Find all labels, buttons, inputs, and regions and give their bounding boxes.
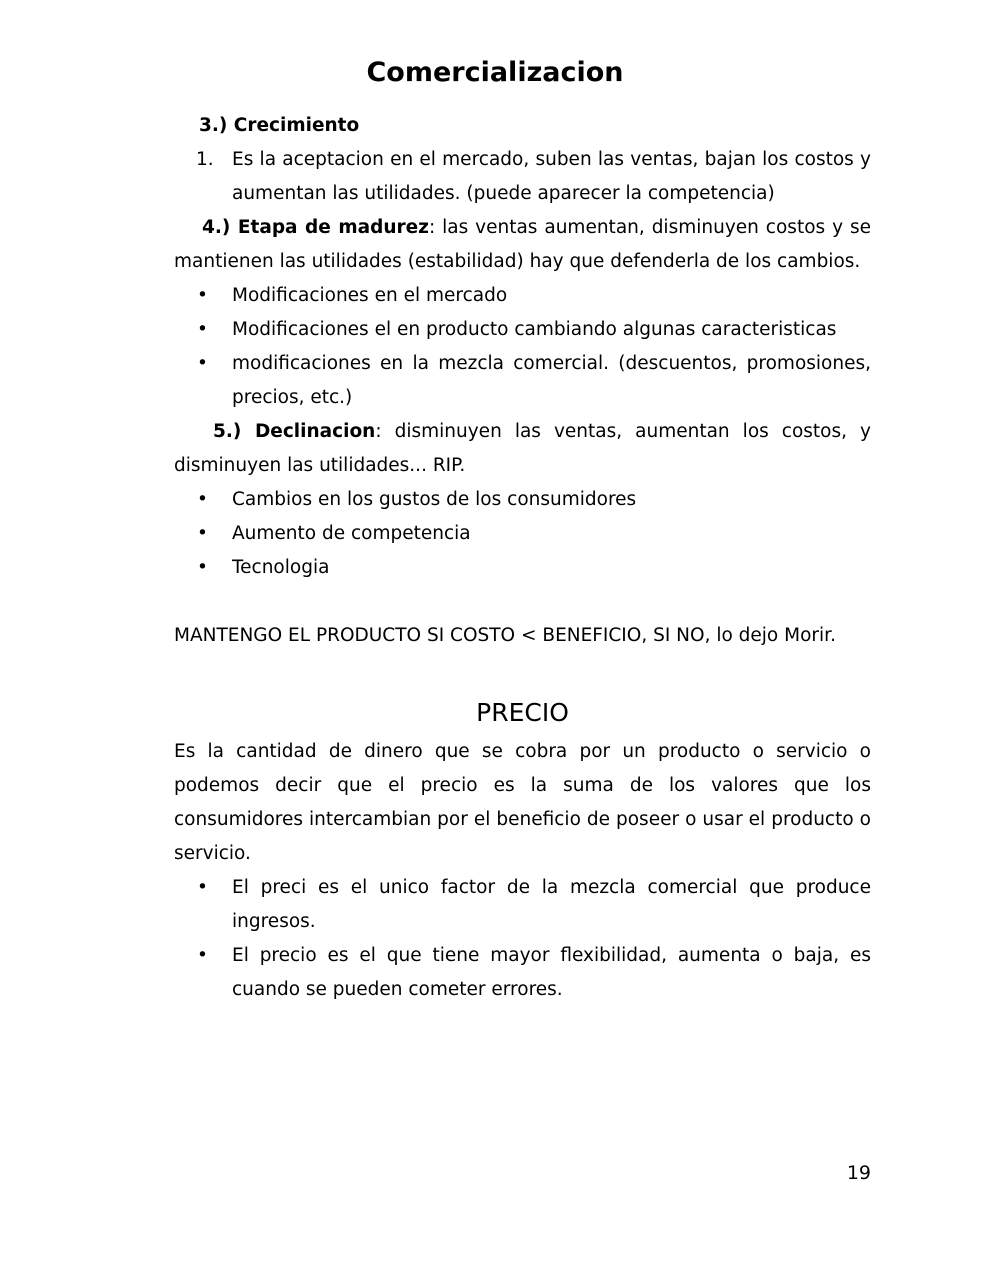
bullet-icon: • — [197, 877, 208, 898]
section-4-bullets — [174, 279, 871, 415]
list-item — [174, 483, 871, 517]
spacer — [174, 585, 871, 619]
section-5-heading: 5.) Declinacion — [213, 421, 376, 442]
list-item-text: Modificaciones el en producto cambiando algunas caracteristicas — [232, 319, 837, 340]
section-4-paragraph — [174, 211, 871, 279]
section-3-list — [174, 143, 871, 211]
document-body — [174, 109, 871, 1007]
bullet-icon: • — [197, 945, 208, 966]
page-title: Comercializacion — [366, 57, 624, 88]
precio-paragraph: Es la cantidad de dinero que se cobra por un producto o servicio o podemos decir que el precio es la suma de los valores que los consumidores intercambian por el beneficio de poseer o usar el producto o servicio. — [174, 741, 871, 864]
section-4-heading: 4.) Etapa de madurez — [202, 217, 429, 238]
list-item-text: Tecnologia — [232, 557, 330, 578]
section-5-paragraph — [174, 415, 871, 483]
section-5-text: : disminuyen las ventas, aumentan los costos, y disminuyen las utilidades... RIP. — [174, 421, 871, 476]
list-item — [174, 517, 871, 551]
list-item — [174, 313, 871, 347]
list-item-text: Cambios en los gustos de los consumidores — [232, 489, 637, 510]
bullet-icon: • — [197, 319, 208, 340]
bullet-icon: • — [197, 557, 208, 578]
section-3-heading: 3.) Crecimiento — [199, 115, 360, 136]
list-item-text: modificaciones en la mezcla comercial. (descuentos, promosiones, precios, etc.) — [232, 353, 871, 408]
bullet-icon: • — [197, 489, 208, 510]
list-item-text: El preci es el unico factor de la mezcla comercial que produce ingresos. — [232, 877, 871, 932]
list-item-text: El precio es el que tiene mayor flexibilidad, aumenta o baja, es cuando se pueden cometer errores. — [232, 945, 871, 1000]
list-item-text: Modificaciones en el mercado — [232, 285, 508, 306]
list-item — [174, 871, 871, 939]
list-item-text: Es la aceptacion en el mercado, suben las ventas, bajan los costos y aumentan las utilidades. (puede aparecer la competencia) — [232, 149, 871, 204]
precio-heading: PRECIO — [476, 698, 569, 727]
precio-bullets — [174, 871, 871, 1007]
list-item — [174, 279, 871, 313]
list-item — [174, 143, 871, 211]
list-item — [174, 347, 871, 415]
bullet-icon: • — [197, 353, 208, 374]
list-item-text: Aumento de competencia — [232, 523, 471, 544]
list-item — [174, 939, 871, 1007]
section-5-bullets — [174, 483, 871, 585]
page-number: 19 — [846, 1162, 871, 1184]
list-item — [174, 551, 871, 585]
list-number: 1. — [196, 149, 214, 170]
bullet-icon: • — [197, 523, 208, 544]
bullet-icon: • — [197, 285, 208, 306]
summary-note: MANTENGO EL PRODUCTO SI COSTO < BENEFICIO, SI NO, lo dejo Morir. — [174, 625, 836, 646]
section-4-text: : las ventas aumentan, disminuyen costos y se mantienen las utilidades (estabilidad) hay que defenderla de los cambios. — [174, 217, 871, 272]
